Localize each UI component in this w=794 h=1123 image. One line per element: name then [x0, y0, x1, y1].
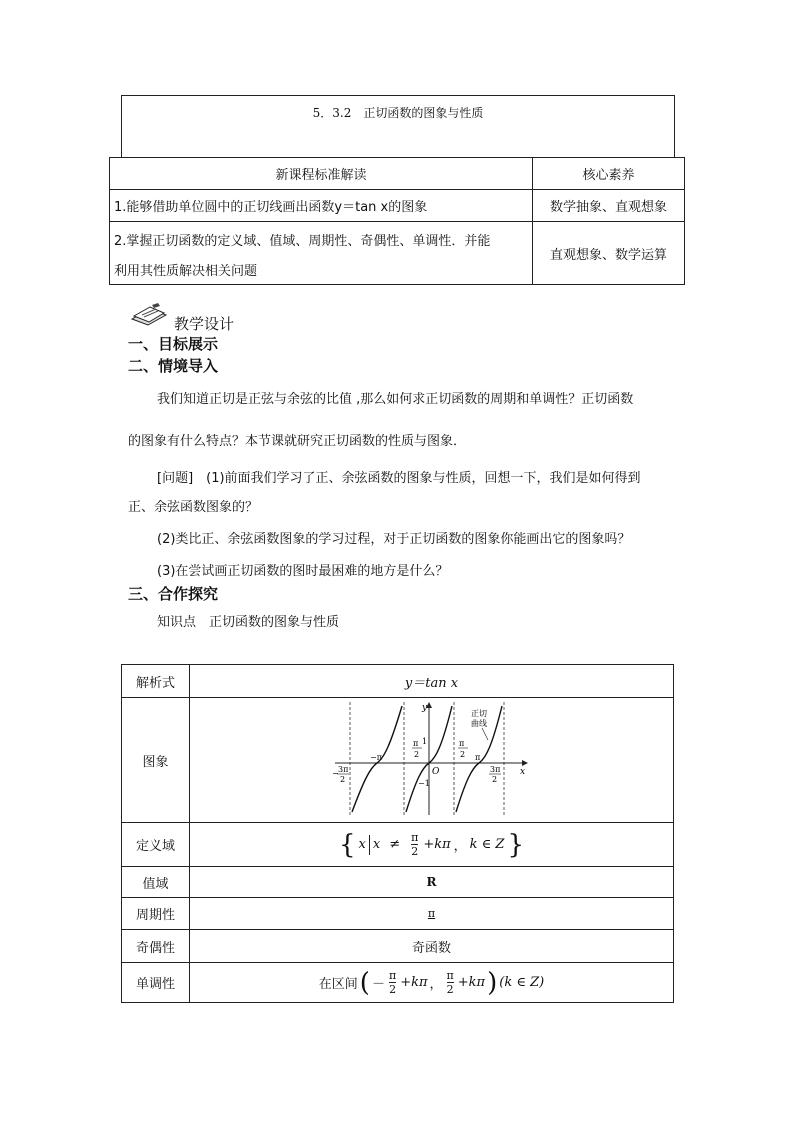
page-title: 5．3.2 正切函数的图象与性质 — [312, 106, 484, 120]
curve-label-1: 正切 — [471, 709, 487, 718]
tick-pi2-num: π — [459, 739, 465, 748]
question-1-line2: 正、余弦函数图象的？ — [128, 500, 259, 515]
domain-label: 定义域 — [135, 839, 175, 854]
section-goals: 一、目标展示 — [128, 335, 219, 353]
origin-label: O — [432, 767, 440, 777]
teaching-design-label: 教学设计 — [174, 315, 235, 333]
formula-label: 解析式 — [135, 675, 175, 691]
section-scenario: 二、情境导入 — [128, 357, 219, 375]
range-value: R — [426, 875, 437, 889]
tick-pi: π — [475, 753, 481, 762]
std-header-literacy: 核心素养 — [582, 168, 635, 183]
tick-3pi2-num: 3π — [490, 765, 501, 774]
std-row2-standard-line1: 2.掌握正切函数的定义域、值域、周期性、奇偶性、单调性．并能 — [114, 234, 491, 249]
tick-pi2-den: 2 — [460, 750, 466, 759]
std-row1-standard: 1.能够借助单位圆中的正切线画出函数y＝tan x的图象 — [114, 200, 428, 215]
std-row2-standard-line2: 利用其性质解决相关问题 — [114, 264, 258, 279]
tick-neg-1: −1 — [418, 779, 430, 788]
book-icon — [128, 303, 170, 327]
graph-label: 图象 — [142, 754, 169, 770]
question-2: (2)类比正、余弦函数图象的学习过程，对于正切函数的图象你能画出它的图象吗？ — [157, 532, 631, 547]
parity-value: 奇函数 — [411, 940, 451, 956]
std-header-standard: 新课程标准解读 — [275, 168, 367, 183]
std-table-right — [684, 157, 685, 285]
period-value: π — [427, 907, 436, 920]
std-row1-literacy: 数学抽象、直观想象 — [549, 200, 667, 215]
tick-3pi2-den: 2 — [492, 775, 498, 784]
monotonicity-label: 单调性 — [135, 977, 175, 992]
prop-table-right — [673, 664, 674, 1003]
title-box-top — [121, 95, 675, 96]
tick-1: 1 — [422, 737, 428, 746]
section-explore: 三、合作探究 — [128, 585, 219, 603]
tangent-graph — [330, 700, 530, 820]
tick-neg-3pi2-den: 2 — [340, 775, 346, 784]
question-3: (3)在尝试画正切函数的图时最困难的地方是什么？ — [157, 564, 449, 579]
knowledge-point: 知识点 正切函数的图象与性质 — [157, 615, 340, 630]
intro-para-line1: 我们知道正切是正弦与余弦的比值 ,那么如何求正切函数的周期和单调性？正切函数 — [157, 392, 634, 407]
question-1-line1: [问题] (1)前面我们学习了正、余弦函数的图象与性质，回想一下，我们是如何得到 — [157, 471, 641, 486]
curve-label-2: 曲线 — [471, 719, 487, 728]
period-label: 周期性 — [135, 908, 175, 923]
tick-neg-pi: −π — [370, 753, 382, 762]
parity-label: 奇偶性 — [135, 940, 175, 956]
prop-row-line-1 — [121, 697, 674, 698]
intro-para-line2: 的图象有什么特点？本节课就研究正切函数的性质与图象． — [128, 434, 467, 449]
std-table-bottom — [109, 284, 685, 285]
domain-value: { x x ≠ $\frac{\pi}{2}$ +kπ ， k ∈ Z } — [338, 829, 525, 860]
std-row2-literacy: 直观想象、数学运算 — [549, 247, 667, 263]
tick-neg-3pi2-sign: − — [332, 769, 339, 778]
x-axis-label: x — [520, 767, 526, 777]
range-label: 值域 — [142, 876, 169, 892]
tick-neg-3pi2-num: 3π — [338, 765, 349, 774]
formula-value: y＝tan x — [404, 675, 459, 691]
monotonicity-value: 在区间 ( － $\frac{\pi}{2}$ +kπ ， $\frac{\pi}{2}$ +kπ ) (k ∈ Z) — [318, 967, 545, 998]
y-axis-label: y — [422, 703, 428, 713]
tick-neg-pi2-num: π — [413, 739, 419, 748]
tick-neg-pi2-den: 2 — [414, 750, 420, 759]
prop-table-bottom — [121, 1002, 674, 1003]
